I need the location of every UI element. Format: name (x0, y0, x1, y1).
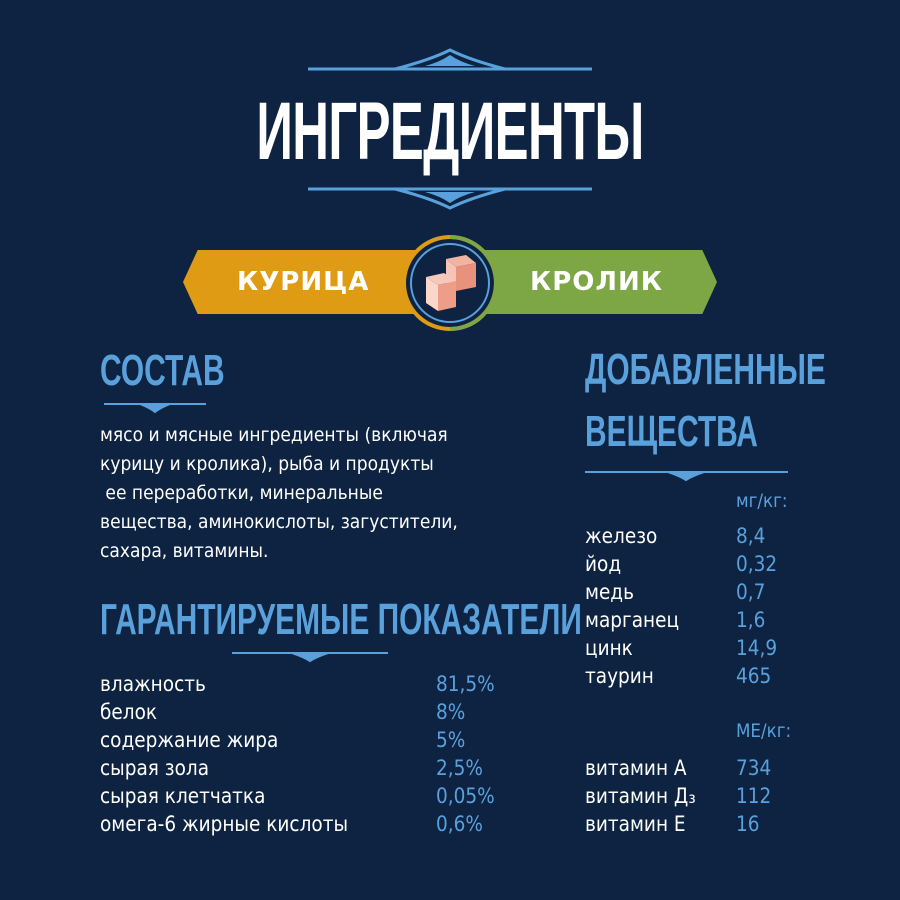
composition-line: курицу и кролика), рыба и продукты (100, 453, 434, 475)
guaranteed-row: влажность (100, 672, 206, 696)
guaranteed-heading: ГАРАНТИРУЕМЫЕ ПОКАЗАТЕЛИ (100, 595, 582, 644)
vitamin-value: 112 (736, 784, 772, 808)
mineral-row: йод (585, 552, 622, 576)
guaranteed-row: содержание жира (100, 728, 279, 752)
mineral-row: марганец (585, 608, 680, 632)
mineral-row: медь (585, 580, 634, 604)
vitamin-value: 734 (736, 756, 772, 780)
composition-text (100, 421, 514, 566)
meat-cubes-icon (398, 233, 502, 333)
mineral-value: 1,6 (736, 608, 766, 632)
guaranteed-value: 0,6% (436, 812, 483, 836)
guaranteed-value: 0,05% (436, 784, 495, 808)
mineral-value: 465 (736, 664, 772, 688)
flavor-rabbit-label: КРОЛИК (530, 267, 664, 297)
unit-mg-label: мг/кг: (736, 490, 788, 512)
guaranteed-row: сырая зола (100, 756, 210, 780)
mineral-value: 0,7 (736, 580, 766, 604)
additives-heading-line1: ДОБАВЛЕННЫЕ (585, 345, 826, 394)
mineral-row: железо (585, 524, 658, 548)
vitamin-row: витамин Д₃ (585, 784, 696, 808)
composition-heading: СОСТАВ (100, 346, 225, 395)
composition-line: мясо и мясные ингредиенты (включая (100, 424, 448, 446)
guaranteed-value: 8% (436, 700, 466, 724)
guaranteed-row: сырая клетчатка (100, 784, 266, 808)
mineral-row: цинк (585, 636, 633, 660)
mineral-value: 0,32 (736, 552, 778, 576)
guaranteed-value: 81,5% (436, 672, 495, 696)
composition-line: ее переработки, минеральные (100, 482, 383, 504)
flavor-chicken-label: КУРИЦА (237, 267, 370, 297)
guaranteed-value: 5% (436, 728, 466, 752)
composition-line: вещества, аминокислоты, загустители, (100, 511, 458, 533)
composition-line: сахара, витамины. (100, 540, 269, 562)
guaranteed-value: 2,5% (436, 756, 483, 780)
mineral-value: 8,4 (736, 524, 766, 548)
vitamin-row: витамин Е (585, 812, 686, 836)
guaranteed-row: белок (100, 700, 158, 724)
vitamin-row: витамин А (585, 756, 687, 780)
mineral-value: 14,9 (736, 636, 778, 660)
guaranteed-row: омега-6 жирные кислоты (100, 812, 349, 836)
mineral-row: таурин (585, 664, 654, 688)
additives-heading-line2: ВЕЩЕСТВА (585, 407, 758, 456)
vitamin-value: 16 (736, 812, 760, 836)
page-title: ИНГРЕДИЕНТЫ (256, 86, 644, 177)
unit-me-label: МЕ/кг: (736, 720, 792, 742)
